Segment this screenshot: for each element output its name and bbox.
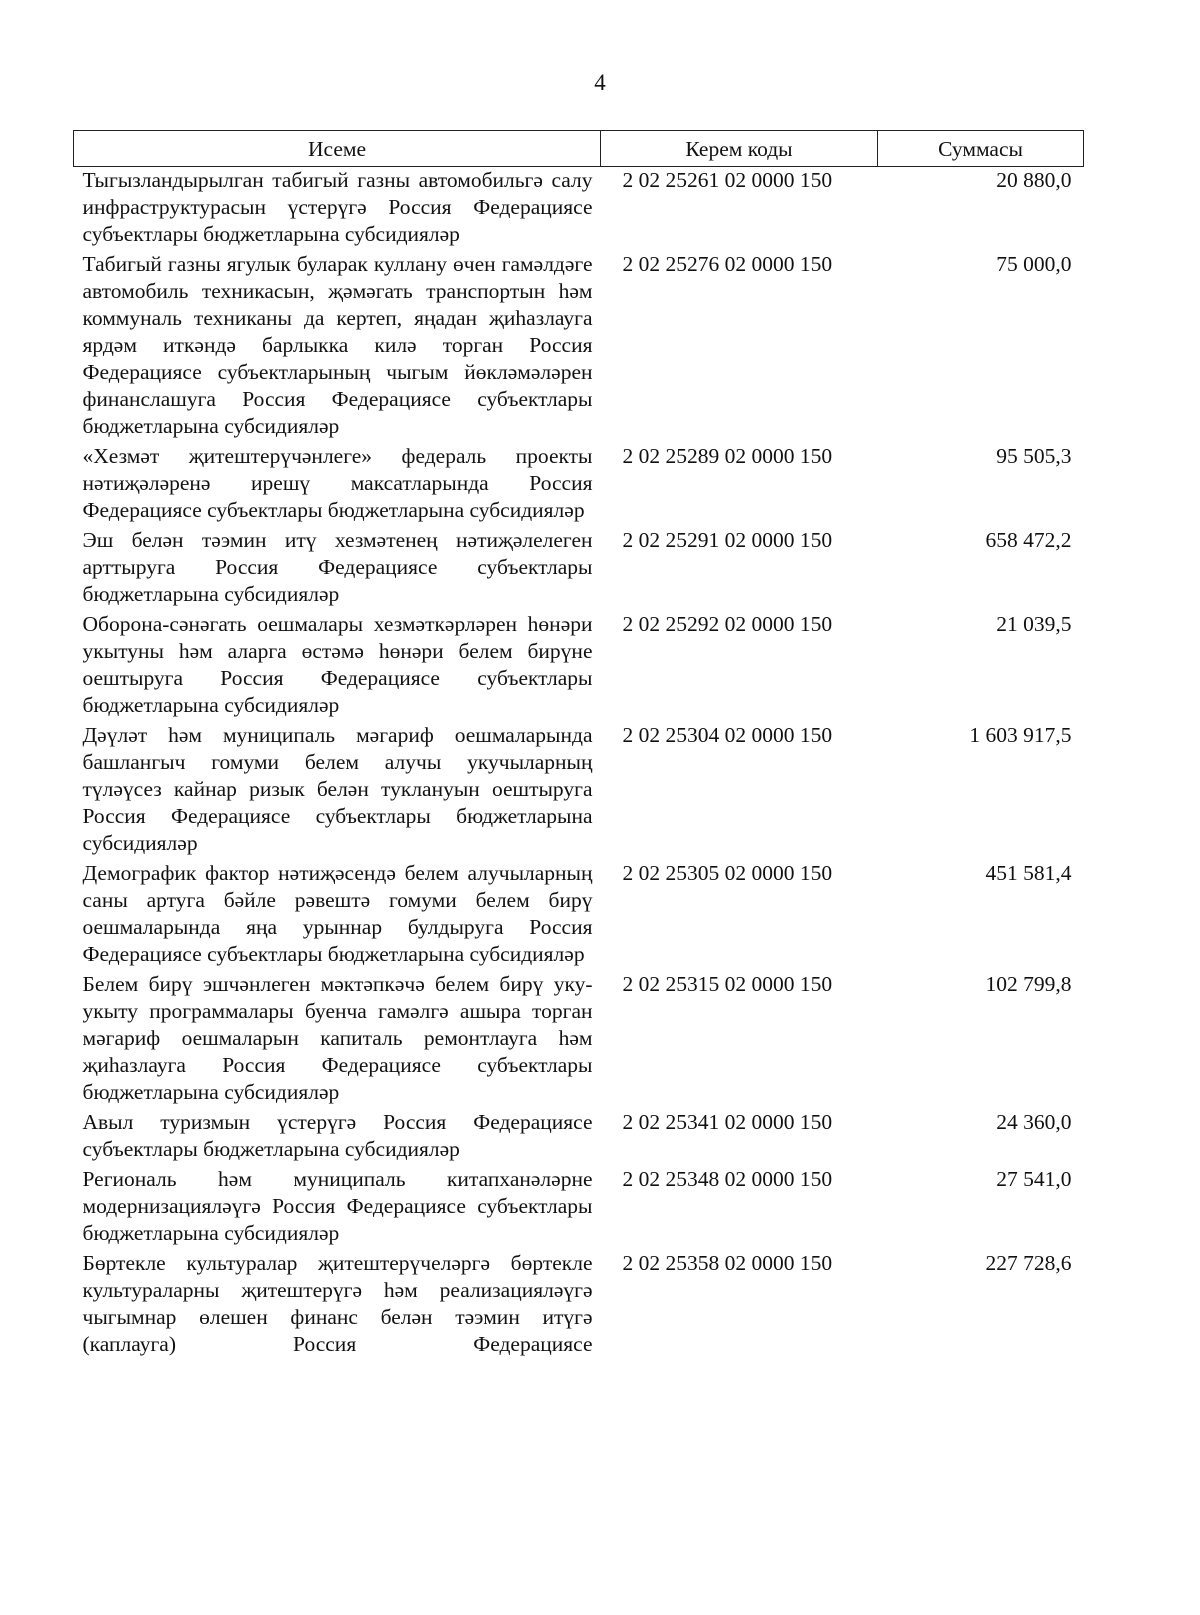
row-sum: 451 581,4 xyxy=(985,861,1072,885)
row-sum: 658 472,2 xyxy=(985,528,1072,552)
row-code: 2 02 25289 02 0000 150 xyxy=(622,444,833,468)
budget-table xyxy=(73,130,1084,1361)
page-number: 4 xyxy=(594,70,606,95)
row-code: 2 02 25304 02 0000 150 xyxy=(622,723,833,747)
row-sum: 102 799,8 xyxy=(985,972,1072,996)
table-row xyxy=(74,1109,1084,1166)
row-name: Дәүләт һәм муниципаль мәгариф оешмаларында башлангыч гомуми белем алучы укучыларның түләүсез кайнар ризык белән туклануын оештыруга Россия Федерациясе субъектлары бюджетларына субсидияләр xyxy=(82,723,593,855)
row-name: Региональ һәм муниципаль китапханәләрне модернизацияләүгә Россия Федерациясе субъектлары бюджетларына субсидияләр xyxy=(82,1167,593,1245)
row-name: Бөртекле культуралар җитештерүчеләргә бөртекле культураларны җитештерүгә һәм реализацияләүгә чыгымнар өлешен финанс белән тәэмин итүгә (каплауга) Россия Федерациясе xyxy=(82,1251,593,1356)
column-header-code: Керем коды xyxy=(601,131,878,167)
row-sum: 21 039,5 xyxy=(996,612,1072,636)
table-row xyxy=(74,167,1084,252)
row-code: 2 02 25261 02 0000 150 xyxy=(622,168,833,192)
row-name: Демографик фактор нәтиҗәсендә белем алучыларның саны артуга бәйле рәвештә гомуми белем бирү оешмаларында яңа урыннар булдыруга Россия Федерациясе субъектлары бюджетларына субсидияләр xyxy=(82,861,593,966)
row-name: Оборона-сәнәгать оешмалары хезмәткәрләрен һөнәри укытуны һәм аларга өстәмә һөнәри белем бирүне оештыруга Россия Федерациясе субъектлары бюджетларына субсидияләр xyxy=(82,612,593,717)
row-name: «Хезмәт җитештерүчәнлеге» федераль проекты нәтиҗәләренә ирешү максатларында Россия Федерациясе субъектлары бюджетларына субсидияләр xyxy=(82,444,593,522)
row-code: 2 02 25291 02 0000 150 xyxy=(622,528,833,552)
column-header-sum: Суммасы xyxy=(878,131,1084,167)
row-sum: 227 728,6 xyxy=(985,1251,1072,1275)
table-row xyxy=(74,860,1084,971)
row-code: 2 02 25348 02 0000 150 xyxy=(622,1167,833,1191)
row-sum: 20 880,0 xyxy=(996,168,1072,192)
row-name: Табигый газны ягулык буларак куллану өчен гамәлдәге автомобиль техникасын, җәмәгать транспортын һәм коммуналь техниканы да кертеп, яңадан җиһазлауга ярдәм иткәндә барлыкка килә торган Россия Федерациясе субъектларының чыгым йөкләмәләрен финанслашуга Россия Федерациясе субъектлары бюджетларына субсидияләр xyxy=(82,252,593,438)
row-code: 2 02 25341 02 0000 150 xyxy=(622,1110,833,1134)
table-row xyxy=(74,1250,1084,1361)
table-row xyxy=(74,971,1084,1109)
row-code: 2 02 25292 02 0000 150 xyxy=(622,612,833,636)
row-name: Белем бирү эшчәнлеген мәктәпкәчә белем бирү уку-укыту программалары буенча гамәлгә ашыра торган мәгариф оешмаларын капиталь ремонтлауга һәм җиһазлауга Россия Федерациясе субъектлары бюджетларына субсидияләр xyxy=(82,972,593,1104)
row-sum: 75 000,0 xyxy=(996,252,1072,276)
column-header-name: Исеме xyxy=(74,131,601,167)
row-sum: 27 541,0 xyxy=(996,1167,1072,1191)
table-header xyxy=(74,131,1084,167)
row-code: 2 02 25276 02 0000 150 xyxy=(622,252,833,276)
row-name: Эш белән тәэмин итү хезмәтенең нәтиҗәлелеген арттыруга Россия Федерациясе субъектлары бюджетларына субсидияләр xyxy=(82,528,593,606)
row-code: 2 02 25315 02 0000 150 xyxy=(622,972,833,996)
table-row xyxy=(74,611,1084,722)
table-row xyxy=(74,443,1084,527)
table-row xyxy=(74,722,1084,860)
table-row xyxy=(74,1166,1084,1250)
header-row xyxy=(74,131,1084,167)
table-body xyxy=(74,167,1084,1362)
row-sum: 1 603 917,5 xyxy=(969,723,1072,747)
table-row xyxy=(74,251,1084,443)
row-code: 2 02 25358 02 0000 150 xyxy=(622,1251,833,1275)
row-name: Тыгызландырылган табигый газны автомобильгә салу инфраструктурасын үстерүгә Россия Федерациясе субъектлары бюджетларына субсидияләр xyxy=(82,168,593,246)
table-row xyxy=(74,527,1084,611)
row-code: 2 02 25305 02 0000 150 xyxy=(622,861,833,885)
row-sum: 95 505,3 xyxy=(996,444,1072,468)
row-sum: 24 360,0 xyxy=(996,1110,1072,1134)
row-name: Авыл туризмын үстерүгә Россия Федерациясе субъектлары бюджетларына субсидияләр xyxy=(82,1110,593,1161)
